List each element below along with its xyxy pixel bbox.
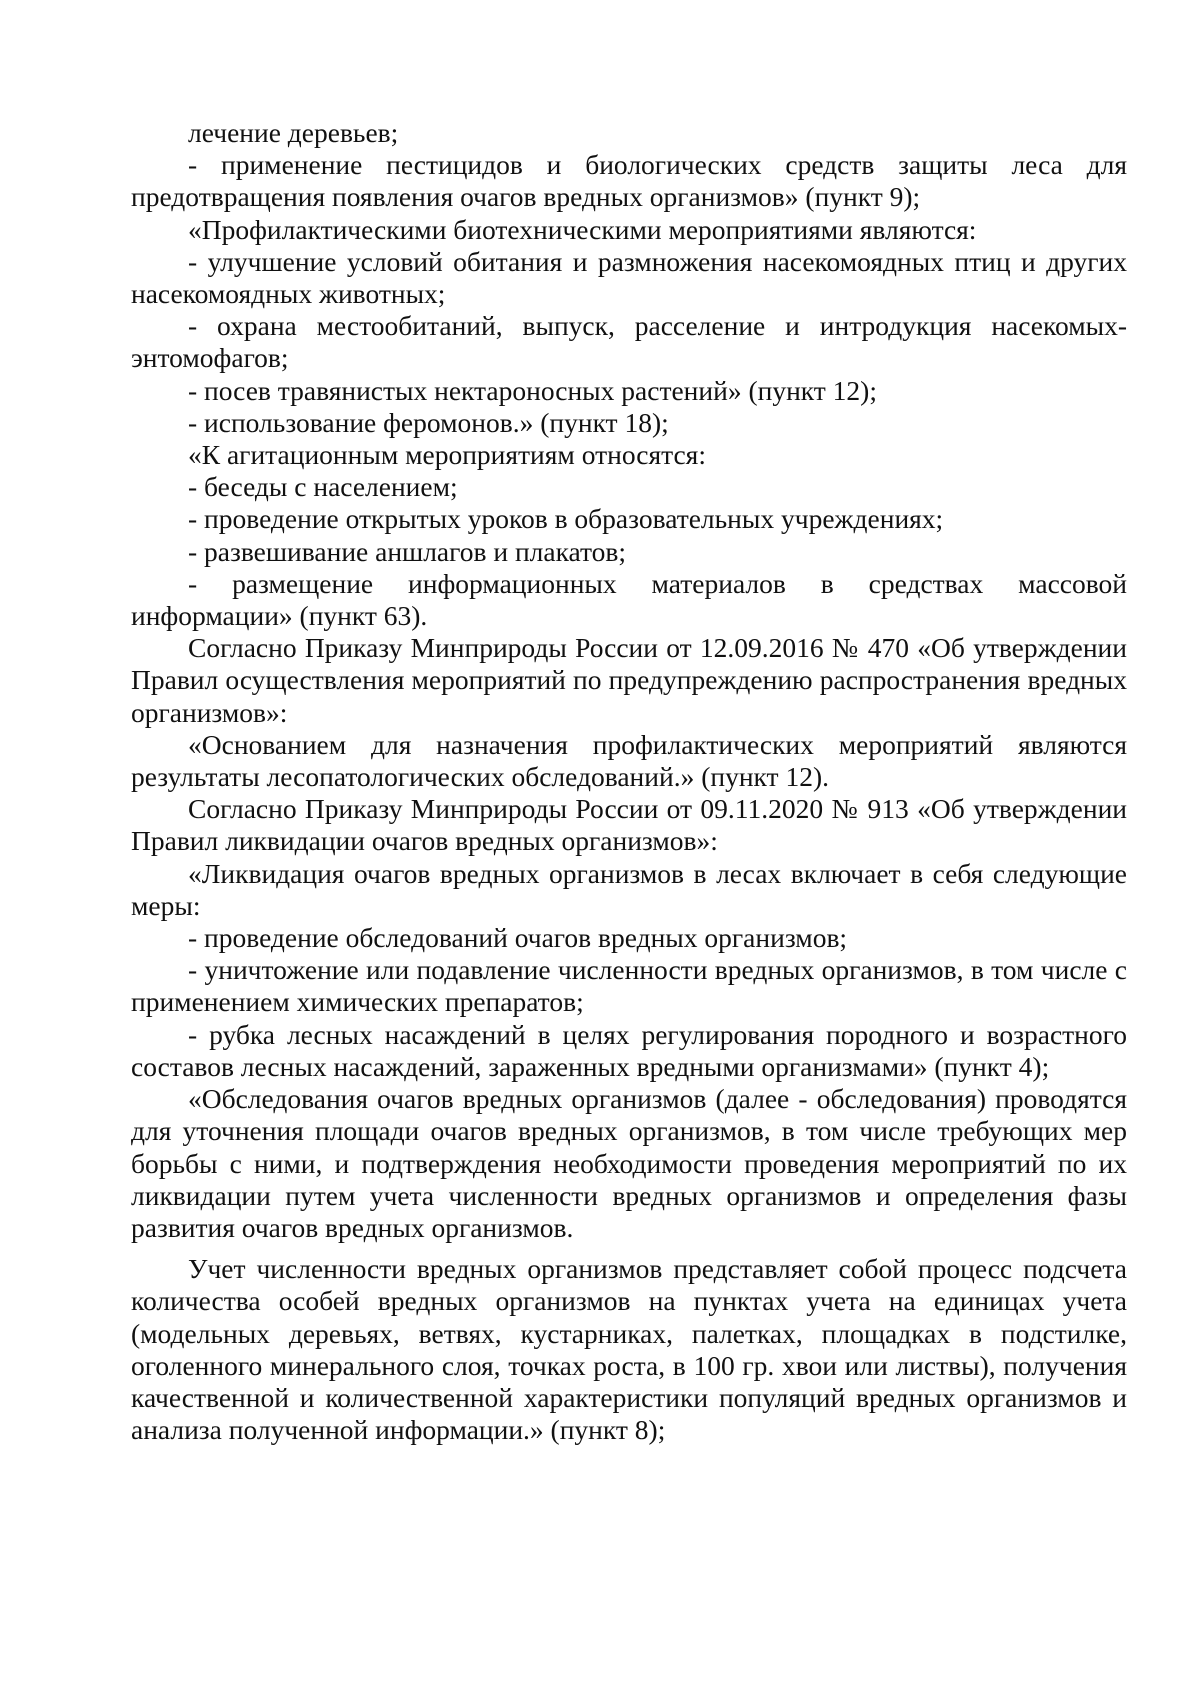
paragraph: - охрана местообитаний, выпуск, расселение и интродукция насекомых-энтомофагов; bbox=[131, 310, 1127, 374]
paragraph: - использование феромонов.» (пункт 18); bbox=[188, 406, 669, 438]
paragraph: - посев травянистых нектароносных растений» (пункт 12); bbox=[188, 374, 877, 406]
paragraph: - проведение открытых уроков в образовательных учреждениях; bbox=[188, 503, 944, 535]
paragraph: - размещение информационных материалов в средствах массовой информации» (пункт 63). bbox=[131, 567, 1127, 632]
paragraph: - улучшение условий обитания и размножения насекомоядных птиц и других насекомоядных животных; bbox=[131, 245, 1127, 310]
paragraph: «К агитационным мероприятиям относятся: bbox=[188, 439, 706, 471]
paragraph: - рубка лесных насаждений в целях регулирования породного и возрастного составов лесных насаждений, зараженных вредными организмами» (пункт 4); bbox=[131, 1018, 1127, 1082]
paragraph: Согласно Приказу Минприроды России от 09.11.2020 № 913 «Об утверждении Правил ликвидации очагов вредных организмов»: bbox=[131, 793, 1127, 857]
paragraph: «Основанием для назначения профилактических мероприятий являются результаты лесопатологических обследований.» (пункт 12). bbox=[131, 728, 1127, 793]
paragraph: - беседы с населением; bbox=[188, 471, 458, 503]
paragraph: - применение пестицидов и биологических средств защиты леса для предотвращения появления очагов вредных организмов» (пункт 9); bbox=[131, 149, 1127, 213]
paragraph: «Ликвидация очагов вредных организмов в лесах включает в себя следующие меры: bbox=[131, 857, 1127, 921]
paragraph: Согласно Приказу Минприроды России от 12.09.2016 № 470 «Об утверждении Правил осуществления мероприятий по предупреждению распространения вредных организмов»: bbox=[131, 632, 1127, 728]
paragraph: - проведение обследований очагов вредных организмов; bbox=[188, 922, 848, 954]
paragraph: «Профилактическими биотехническими мероприятиями являются: bbox=[188, 213, 977, 245]
paragraph: Учет численности вредных организмов представляет собой процесс подсчета количества особей вредных организмов на пунктах учета на единицах учета (модельных деревьях, ветвях, кустарниках, палетках, площадках в подстилке, оголенного минерального слоя, точках роста, в 100 гр. хвои или листвы), получения качественной и количественной характеристики популяций вредных организмов и анализа полученной информации.» (пункт 8); bbox=[131, 1253, 1127, 1446]
paragraph: лечение деревьев; bbox=[188, 117, 399, 148]
paragraph: - уничтожение или подавление численности вредных организмов, в том числе с применением химических препаратов; bbox=[131, 954, 1127, 1018]
document-page bbox=[131, 117, 1127, 1446]
paragraph: - развешивание аншлагов и плакатов; bbox=[188, 535, 627, 567]
paragraph: «Обследования очагов вредных организмов (далее - обследования) проводятся для уточнения площади очагов вредных организмов, в том числе требующих мер борьбы с ними, и подтверждения необходимости проведения мероприятий по их ликвидации путем учета численности вредных организмов и определения фазы развития очагов вредных организмов. bbox=[131, 1083, 1127, 1243]
